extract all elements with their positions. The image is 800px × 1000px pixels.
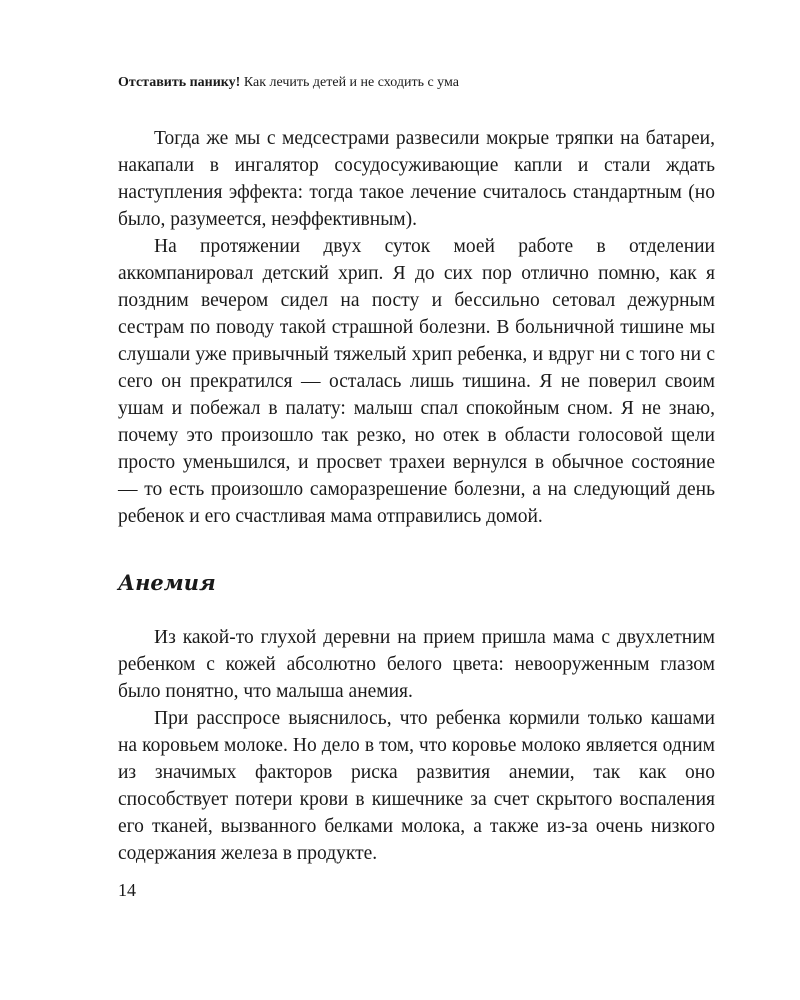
book-subtitle: Как лечить детей и не сходить с ума (243, 75, 459, 90)
book-title: Отставить панику! (118, 75, 241, 90)
page-number: 14 (118, 880, 136, 900)
body-text-top (118, 125, 715, 530)
section-heading: Анемия (118, 570, 216, 595)
running-header (118, 74, 718, 92)
paragraph: Из какой-то глухой деревни на прием пришла мама с двухлетним ребенком с кожей абсолютно белого цвета: невооруженным глазом было понятно, что малыша анемия. (118, 627, 715, 702)
body-text-bottom (118, 624, 715, 867)
paragraph: При расспросе выяснилось, что ребенка кормили только кашами на коровьем молоке. Но дело в том, что коровье молоко является одним из значимых факторов риска развития анемии, так как оно способствует потери крови в кишечнике за счет скрытого воспаления его тканей, вызванного белками молока, а также из-за очень низкого содержания железа в продукте. (118, 708, 715, 864)
paragraph: Тогда же мы с медсестрами развесили мокрые тряпки на батареи, накапали в ингалятор сосудосуживающие капли и стали ждать наступления эффекта: тогда такое лечение считалось стандартным (но было, разумеется, неэффективным). (118, 128, 715, 230)
paragraph: На протяжении двух суток моей работе в отделении аккомпанировал детский хрип. Я до сих пор отлично помню, как я поздним вечером сидел на посту и бессильно сетовал дежурным сестрам по поводу такой страшной болезни. В больничной тишине мы слушали уже привычный тяжелый хрип ребенка, и вдруг ни с того ни с сего он прекратился — осталась лишь тишина. Я не поверил своим ушам и побежал в палату: малыш спал спокойным сном. Я не знаю, почему это произошло так резко, но отек в области голосовой щели просто уменьшился, и просвет трахеи вернулся в обычное состояние — то есть произошло саморазрешение болезни, а на следующий день ребенок и его счастливая мама отправились домой. (118, 236, 715, 527)
